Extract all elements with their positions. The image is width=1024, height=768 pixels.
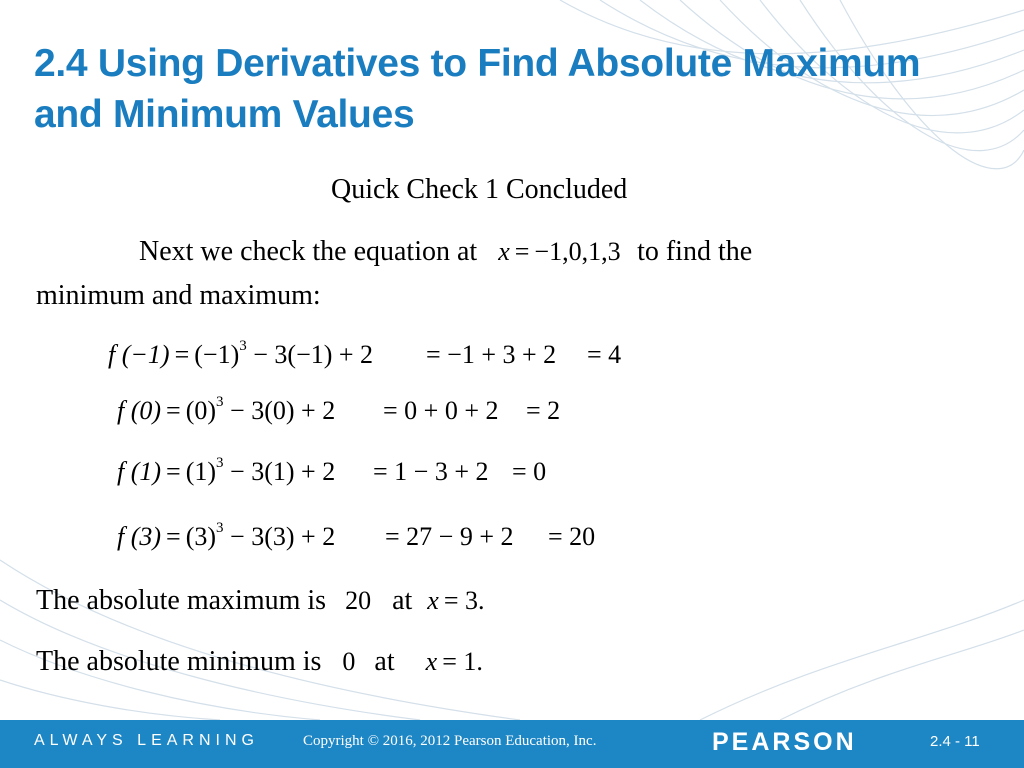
eq4-exponent: 3: [216, 520, 224, 536]
max-x-var: x: [427, 586, 439, 615]
min-text: The absolute minimum is: [36, 646, 322, 677]
eq3-step: = 1 − 3 + 2: [373, 457, 489, 486]
eq4-lhs: f (3): [117, 522, 162, 551]
pearson-logo: PEARSON: [712, 728, 857, 756]
max-value: 20: [345, 586, 372, 615]
intro-text-before: Next we check the equation at: [139, 236, 478, 267]
max-at: at: [392, 585, 413, 616]
eq1-lhs: f (−1): [108, 340, 170, 369]
equation-row-4: f $(3) = (3)^3 - 3(3) + 2$: [117, 520, 336, 551]
eq4-step: = 27 − 9 + 2: [385, 522, 514, 551]
equation-row-2: f $(0) = (0)^3 - 3(0) + 2$: [117, 394, 336, 425]
eq2-exponent: 3: [216, 394, 224, 410]
min-x-eq: = 1.: [442, 647, 483, 676]
eq3-result: = 0: [512, 457, 547, 486]
intro-x-var: x: [498, 237, 510, 266]
footer-copyright: Copyright © 2016, 2012 Pearson Education, Inc.: [303, 733, 597, 749]
eq3-lhs: f (1): [117, 457, 162, 486]
eq1-result: = 4: [587, 340, 622, 369]
eq1-exponent: 3: [239, 338, 247, 354]
equation-row-3: f $(1) = (1)^3 - 3(1) + 2$: [117, 455, 336, 486]
min-line: [36, 646, 483, 678]
max-x-eq: = 3.: [443, 586, 485, 615]
max-x: [427, 586, 484, 615]
footer-tagline: ALWAYS LEARNING: [34, 732, 259, 749]
eq1-rest: − 3(−1) + 2: [253, 340, 374, 369]
intro-x-list: −1,0,1,3: [534, 237, 621, 266]
eq2-lhs: f (0): [117, 396, 162, 425]
eq2-result: = 2: [526, 396, 561, 425]
subtitle: Quick Check 1 Concluded: [331, 174, 628, 205]
max-text: The absolute maximum is: [36, 585, 327, 616]
min-x-var: x: [425, 647, 438, 676]
min-x: [426, 647, 483, 676]
eq4-rest: − 3(3) + 2: [230, 522, 336, 551]
intro-text-after: to find the: [637, 236, 753, 267]
page-number: 2.4 - 11: [930, 733, 980, 750]
intro-line-1: [139, 236, 752, 268]
eq2-rest: − 3(0) + 2: [230, 396, 336, 425]
slide-title-line2: and Minimum Values: [34, 93, 415, 136]
footer-bar: [0, 720, 1024, 768]
slide-title: [34, 38, 994, 140]
eq1-step: = −1 + 3 + 2: [426, 340, 557, 369]
eq3-base: (1): [185, 457, 217, 486]
equation-row-1: f $(-1) = (-1)^3 - 3(-1) + 2$: [108, 338, 374, 369]
eq2-step: = 0 + 0 + 2: [383, 396, 499, 425]
eq3-rest: − 3(1) + 2: [230, 457, 336, 486]
eq3-exponent: 3: [216, 455, 224, 471]
max-line: [36, 585, 485, 617]
eq1-base: (−1): [194, 340, 240, 369]
min-value: 0: [342, 647, 356, 676]
min-at: at: [374, 646, 395, 677]
eq2-base: (0): [185, 396, 217, 425]
slide-title-line1: 2.4 Using Derivatives to Find Absolute Maximum: [34, 42, 921, 85]
intro-line-2: minimum and maximum:: [36, 280, 321, 311]
eq4-base: (3): [185, 522, 217, 551]
eq4-result: = 20: [548, 522, 596, 551]
intro-x-values: x = −1,0,1,3: [498, 237, 621, 266]
